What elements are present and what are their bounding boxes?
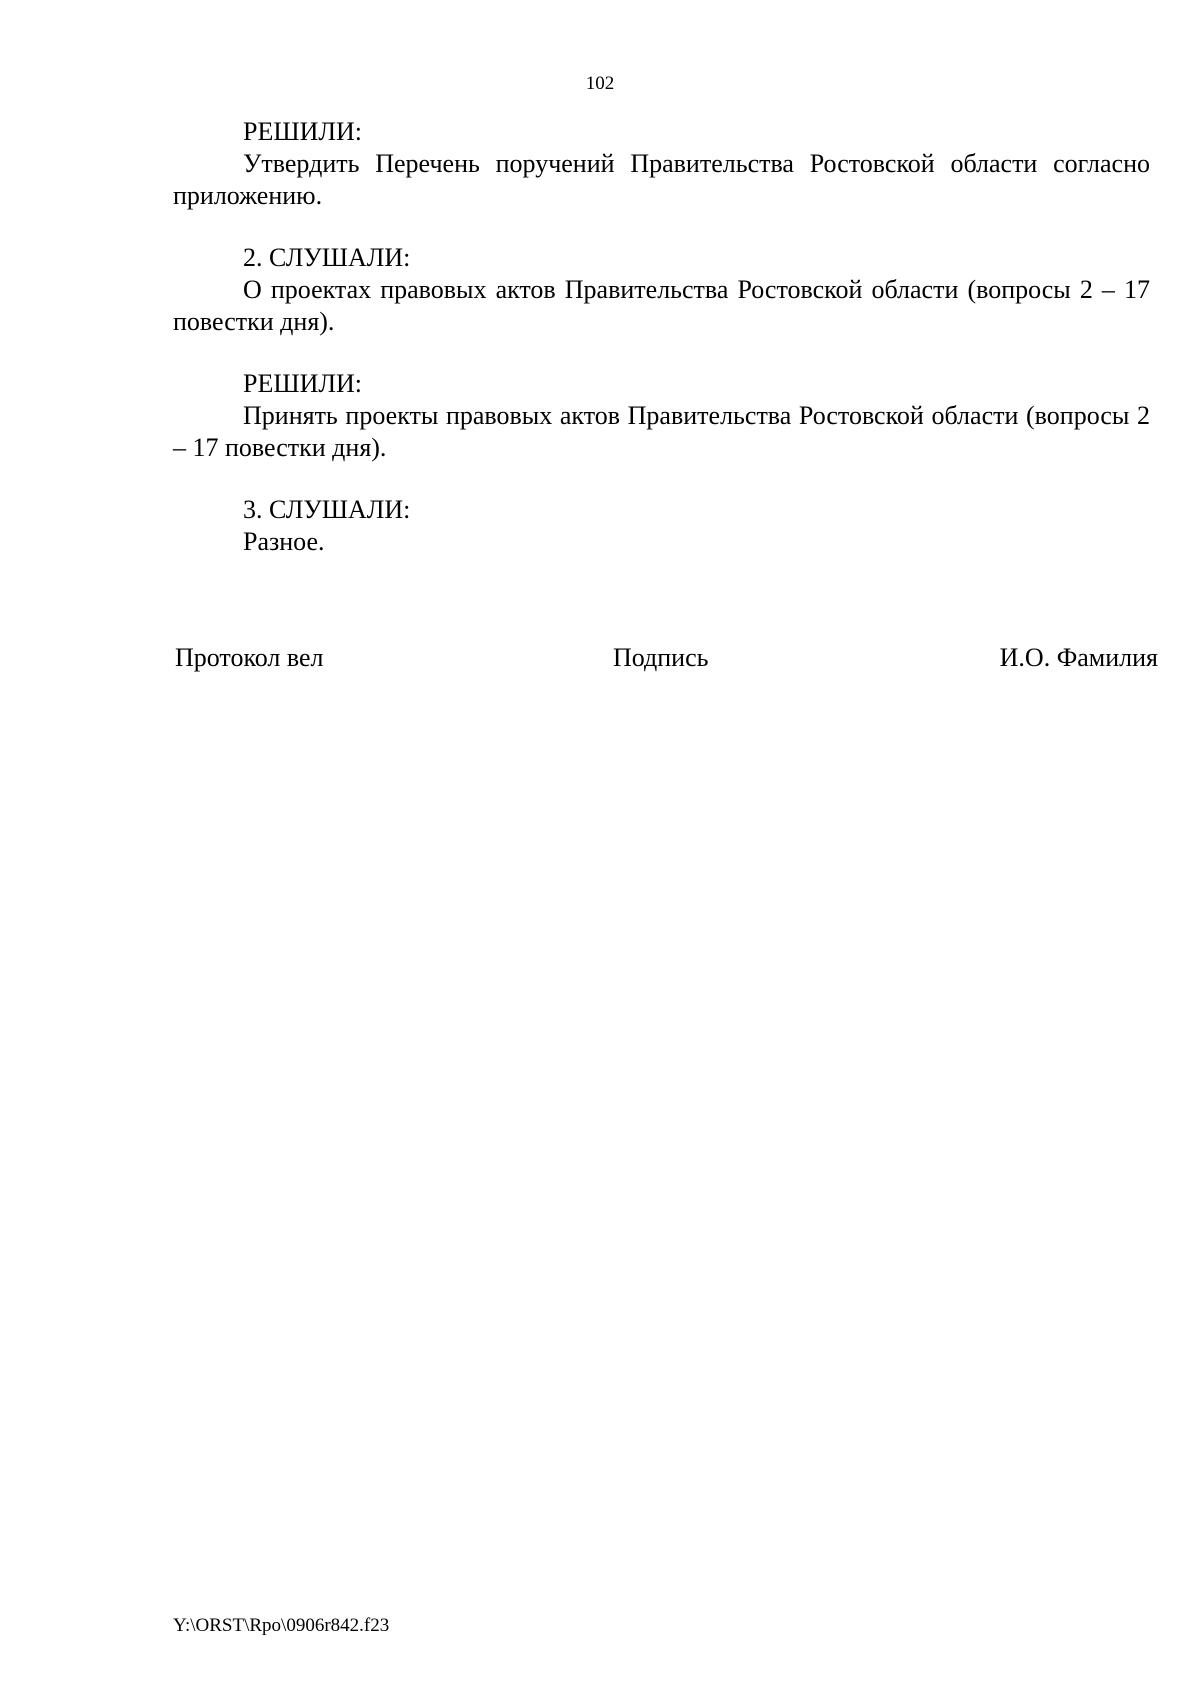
section-text: Разное. <box>243 527 325 556</box>
document-body <box>173 116 1150 588</box>
section-decision-2 <box>173 368 1150 464</box>
section-decision-1 <box>173 116 1150 212</box>
section-heading: РЕШИЛИ: <box>243 369 362 398</box>
signature-placeholder: Подпись <box>613 643 709 672</box>
section-heading: РЕШИЛИ: <box>243 117 362 146</box>
section-text: Утвердить Перечень поручений Правительства Ростовской области согласно приложению. <box>173 149 1150 210</box>
section-text: О проектах правовых актов Правительства Ростовской области (вопросы 2 – 17 повестки дня). <box>173 275 1150 336</box>
section-heading: 2. СЛУШАЛИ: <box>243 243 411 272</box>
signature-row <box>175 642 1158 674</box>
section-text: Принять проекты правовых актов Правительства Ростовской области (вопросы 2 – 17 повестки дня). <box>173 401 1150 462</box>
footer-file-path: Y:\ORST\Rpo\0906r842.f23 <box>173 1615 390 1636</box>
signature-name: И.О. Фамилия <box>999 643 1158 672</box>
section-heard-3 <box>173 494 1150 558</box>
page-number: 102 <box>585 73 615 94</box>
section-heard-2 <box>173 242 1150 338</box>
section-heading: 3. СЛУШАЛИ: <box>243 495 411 524</box>
signature-role: Протокол вел <box>175 643 324 672</box>
